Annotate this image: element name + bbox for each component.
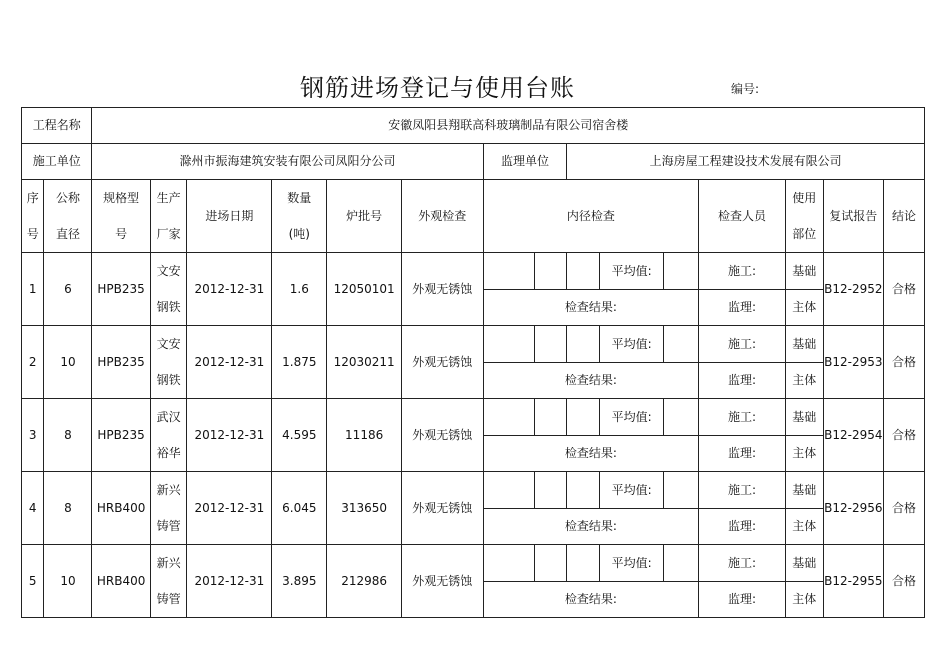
batch-cell: 313650 (327, 472, 402, 545)
use-top: 基础 (785, 253, 823, 290)
supervisor-label: 监理单位 (483, 144, 567, 180)
table-row (22, 472, 925, 509)
visual-cell: 外观无锈蚀 (401, 545, 483, 618)
header-batch: 炉批号 (327, 180, 402, 253)
use-bottom: 主体 (785, 508, 823, 545)
header-spec: 规格型 号 (92, 180, 150, 253)
avg-label: 平均值: (600, 326, 664, 363)
construction-inspector: 施工: (699, 399, 786, 436)
quantity-cell: 3.895 (272, 545, 327, 618)
supervision-inspector: 监理: (699, 289, 786, 326)
quantity-cell: 1.6 (272, 253, 327, 326)
use-top: 基础 (785, 472, 823, 509)
header-report: 复试报告 (823, 180, 883, 253)
date-cell: 2012-12-31 (187, 472, 272, 545)
contractor-label: 施工单位 (22, 144, 92, 180)
table-row (22, 326, 925, 363)
code-label: 编号: (731, 82, 760, 96)
batch-cell: 12050101 (327, 253, 402, 326)
date-cell: 2012-12-31 (187, 545, 272, 618)
report-cell: B12-2956 (823, 472, 883, 545)
maker-cell: 文安 钢铁 (150, 253, 187, 326)
result-label: 检查结果: (483, 289, 698, 326)
verdict-cell: 合格 (883, 399, 924, 472)
use-bottom: 主体 (785, 435, 823, 472)
project-row (22, 108, 925, 144)
maker-cell: 新兴 铸管 (150, 472, 187, 545)
construction-inspector: 施工: (699, 326, 786, 363)
inner-value-3 (567, 253, 600, 290)
construction-inspector: 施工: (699, 253, 786, 290)
inner-value-2 (534, 472, 567, 509)
seq-cell: 5 (22, 545, 44, 618)
maker-cell: 武汉 裕华 (150, 399, 187, 472)
use-top: 基础 (785, 399, 823, 436)
project-name: 安徽凤阳县翔联高科玻璃制品有限公司宿舍楼 (92, 108, 925, 144)
result-label: 检查结果: (483, 508, 698, 545)
header-diameter: 公称 直径 (44, 180, 92, 253)
quantity-cell: 4.595 (272, 399, 327, 472)
header-row (22, 180, 925, 253)
inner-value-1 (483, 326, 534, 363)
diameter-cell: 10 (44, 545, 92, 618)
seq-cell: 2 (22, 326, 44, 399)
inner-value-1 (483, 545, 534, 582)
verdict-cell: 合格 (883, 545, 924, 618)
inner-value-2 (534, 545, 567, 582)
use-bottom: 主体 (785, 289, 823, 326)
date-cell: 2012-12-31 (187, 399, 272, 472)
construction-inspector: 施工: (699, 472, 786, 509)
avg-value (664, 253, 699, 290)
verdict-cell: 合格 (883, 472, 924, 545)
table-row (22, 253, 925, 290)
header-maker: 生产 厂家 (150, 180, 187, 253)
spec-cell: HRB400 (92, 472, 150, 545)
supervision-inspector: 监理: (699, 362, 786, 399)
header-quantity: 数量 (吨) (272, 180, 327, 253)
use-bottom: 主体 (785, 362, 823, 399)
table-row (22, 545, 925, 582)
diameter-cell: 8 (44, 472, 92, 545)
quantity-cell: 6.045 (272, 472, 327, 545)
avg-label: 平均值: (600, 472, 664, 509)
inner-value-2 (534, 326, 567, 363)
inner-value-1 (483, 472, 534, 509)
inner-value-2 (534, 253, 567, 290)
use-bottom: 主体 (785, 581, 823, 618)
avg-value (664, 545, 699, 582)
verdict-cell: 合格 (883, 326, 924, 399)
visual-cell: 外观无锈蚀 (401, 326, 483, 399)
visual-cell: 外观无锈蚀 (401, 253, 483, 326)
header-inspector: 检查人员 (699, 180, 786, 253)
use-top: 基础 (785, 326, 823, 363)
avg-label: 平均值: (600, 545, 664, 582)
header-visual: 外观检查 (401, 180, 483, 253)
spec-cell: HPB235 (92, 253, 150, 326)
spec-cell: HPB235 (92, 326, 150, 399)
inner-value-3 (567, 545, 600, 582)
batch-cell: 11186 (327, 399, 402, 472)
contractor-name: 滁州市振海建筑安装有限公司凤阳分公司 (92, 144, 483, 180)
date-cell: 2012-12-31 (187, 326, 272, 399)
maker-cell: 新兴 铸管 (150, 545, 187, 618)
report-cell: B12-2954 (823, 399, 883, 472)
header-verdict: 结论 (883, 180, 924, 253)
report-cell: B12-2955 (823, 545, 883, 618)
inner-value-3 (567, 326, 600, 363)
quantity-cell: 1.875 (272, 326, 327, 399)
header-date: 进场日期 (187, 180, 272, 253)
seq-cell: 4 (22, 472, 44, 545)
table-row (22, 399, 925, 436)
report-cell: B12-2953 (823, 326, 883, 399)
inner-value-3 (567, 399, 600, 436)
supervision-inspector: 监理: (699, 508, 786, 545)
project-label: 工程名称 (22, 108, 92, 144)
use-top: 基础 (785, 545, 823, 582)
seq-cell: 3 (22, 399, 44, 472)
diameter-cell: 10 (44, 326, 92, 399)
result-label: 检查结果: (483, 435, 698, 472)
inner-value-1 (483, 253, 534, 290)
report-cell: B12-2952 (823, 253, 883, 326)
maker-cell: 文安 钢铁 (150, 326, 187, 399)
visual-cell: 外观无锈蚀 (401, 399, 483, 472)
spec-cell: HRB400 (92, 545, 150, 618)
seq-cell: 1 (22, 253, 44, 326)
visual-cell: 外观无锈蚀 (401, 472, 483, 545)
spec-cell: HPB235 (92, 399, 150, 472)
batch-cell: 12030211 (327, 326, 402, 399)
header-inner: 内径检查 (483, 180, 698, 253)
result-label: 检查结果: (483, 362, 698, 399)
batch-cell: 212986 (327, 545, 402, 618)
rebar-ledger-table (21, 107, 925, 618)
date-cell: 2012-12-31 (187, 253, 272, 326)
diameter-cell: 8 (44, 399, 92, 472)
inner-value-3 (567, 472, 600, 509)
header-seq: 序 号 (22, 180, 44, 253)
supervisor-name: 上海房屋工程建设技术发展有限公司 (567, 144, 925, 180)
avg-value (664, 399, 699, 436)
diameter-cell: 6 (44, 253, 92, 326)
verdict-cell: 合格 (883, 253, 924, 326)
avg-value (664, 472, 699, 509)
header-use: 使用 部位 (785, 180, 823, 253)
inner-value-2 (534, 399, 567, 436)
contractor-row (22, 144, 925, 180)
page-title: 钢筋进场登记与使用台账 (300, 74, 575, 102)
supervision-inspector: 监理: (699, 435, 786, 472)
inner-value-1 (483, 399, 534, 436)
supervision-inspector: 监理: (699, 581, 786, 618)
avg-value (664, 326, 699, 363)
construction-inspector: 施工: (699, 545, 786, 582)
avg-label: 平均值: (600, 253, 664, 290)
avg-label: 平均值: (600, 399, 664, 436)
result-label: 检查结果: (483, 581, 698, 618)
